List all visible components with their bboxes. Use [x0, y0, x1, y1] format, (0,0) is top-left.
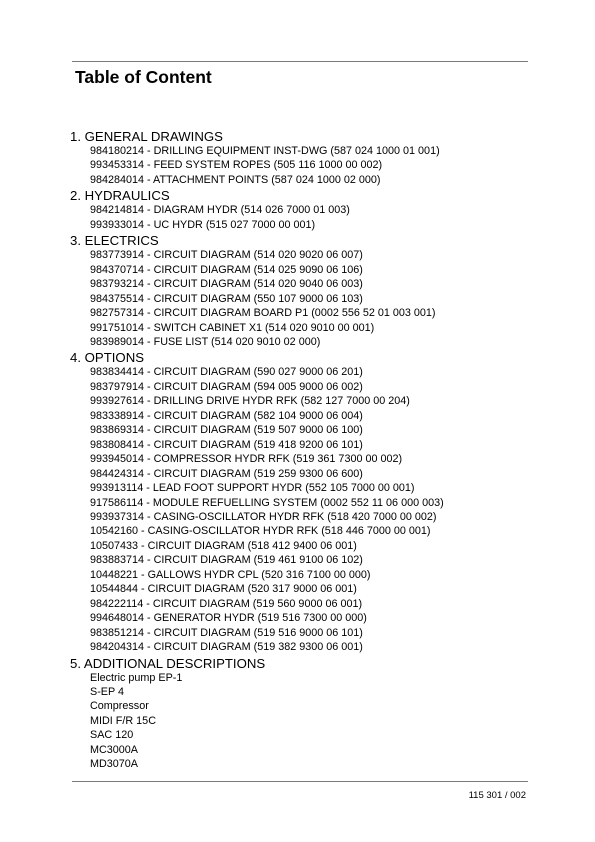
- toc-section-title: 2. HYDRAULICS: [70, 188, 170, 204]
- toc-section-title: 5. ADDITIONAL DESCRIPTIONS: [70, 655, 266, 671]
- toc-item: 983989014 - FUSE LIST (514 020 9010 02 000): [90, 335, 321, 348]
- toc-item: MD3070A: [90, 758, 139, 771]
- toc-item: 993945014 - COMPRESSOR HYDR RFK (519 361 7300 00 002): [90, 453, 403, 466]
- page-title: Table of Content: [75, 67, 212, 87]
- toc-item: 983793214 - CIRCUIT DIAGRAM (514 020 9040 06 003): [90, 278, 363, 291]
- toc-item: 984222114 - CIRCUIT DIAGRAM (519 560 9000 06 001): [90, 597, 363, 610]
- toc-item: 983834414 - CIRCUIT DIAGRAM (590 027 9000 06 201): [90, 366, 363, 379]
- toc-item: S-EP 4: [90, 685, 125, 698]
- toc-section-title: 3. ELECTRICS: [70, 233, 159, 249]
- toc-item: 10542160 - CASING-OSCILLATOR HYDR RFK (518 446 7000 00 001): [90, 525, 431, 538]
- toc-item: 983883714 - CIRCUIT DIAGRAM (519 461 9100 06 102): [90, 554, 363, 567]
- toc-section: [70, 656, 540, 772]
- toc-item: SAC 120: [90, 729, 134, 742]
- toc-item: 984214814 - DIAGRAM HYDR (514 026 7000 01 003): [90, 204, 350, 217]
- toc-item-list: [90, 203, 540, 232]
- table-of-contents: [70, 129, 540, 773]
- toc-item: 993913114 - LEAD FOOT SUPPORT HYDR (552 105 7000 00 001): [90, 482, 415, 495]
- toc-item-list: [90, 144, 540, 187]
- toc-item: 10507433 - CIRCUIT DIAGRAM (518 412 9400 06 001): [90, 539, 357, 552]
- toc-section-title: 4. OPTIONS: [70, 350, 145, 366]
- toc-item: 993937314 - CASING-OSCILLATOR HYDR RFK (518 420 7000 00 002): [90, 510, 437, 523]
- toc-item: 984370714 - CIRCUIT DIAGRAM (514 025 9090 06 106): [90, 263, 363, 276]
- toc-item: MIDI F/R 15C: [90, 714, 156, 727]
- document-code: 115 301 / 002: [468, 790, 526, 801]
- toc-item: 982757314 - CIRCUIT DIAGRAM BOARD P1 (0002 556 52 01 003 001): [90, 307, 436, 320]
- toc-item: 984204314 - CIRCUIT DIAGRAM (519 382 9300 06 001): [90, 641, 363, 654]
- toc-item: 993453314 - FEED SYSTEM ROPES (505 116 1000 00 002): [90, 159, 383, 172]
- toc-item: 993927614 - DRILLING DRIVE HYDR RFK (582 127 7000 00 204): [90, 395, 410, 408]
- footer-rule: [72, 781, 528, 782]
- header-rule: [72, 61, 528, 62]
- toc-section: [70, 350, 540, 654]
- toc-item: 983851214 - CIRCUIT DIAGRAM (519 516 9000 06 101): [90, 626, 363, 639]
- toc-item: 984284014 - ATTACHMENT POINTS (587 024 1000 02 000): [90, 173, 381, 186]
- toc-item: 983808414 - CIRCUIT DIAGRAM (519 418 9200 06 101): [90, 438, 363, 451]
- toc-section-title: 1. GENERAL DRAWINGS: [70, 129, 223, 144]
- toc-section: [70, 233, 540, 349]
- toc-item: 983773914 - CIRCUIT DIAGRAM (514 020 9020 06 007): [90, 249, 363, 262]
- toc-item: 983797914 - CIRCUIT DIAGRAM (594 005 9000 06 002): [90, 380, 363, 393]
- toc-section: [70, 129, 540, 187]
- toc-section: [70, 188, 540, 232]
- toc-item: 917586114 - MODULE REFUELLING SYSTEM (0002 552 11 06 000 003): [90, 496, 444, 509]
- toc-item: 10544844 - CIRCUIT DIAGRAM (520 317 9000 06 001): [90, 583, 357, 596]
- toc-item: MC3000A: [90, 743, 139, 756]
- toc-item: 984424314 - CIRCUIT DIAGRAM (519 259 9300 06 600): [90, 467, 363, 480]
- toc-item: 993933014 - UC HYDR (515 027 7000 00 001): [90, 218, 316, 231]
- toc-item: Compressor: [90, 700, 149, 713]
- toc-item: 991751014 - SWITCH CABINET X1 (514 020 9010 00 001): [90, 321, 375, 334]
- toc-item-list: [90, 365, 540, 654]
- toc-item: 994648014 - GENERATOR HYDR (519 516 7300 00 000): [90, 612, 367, 625]
- toc-item-list: [90, 671, 540, 772]
- toc-item: 984375514 - CIRCUIT DIAGRAM (550 107 9000 06 103): [90, 292, 363, 305]
- toc-item: 10448221 - GALLOWS HYDR CPL (520 316 7100 00 000): [90, 568, 371, 581]
- toc-item: 983869314 - CIRCUIT DIAGRAM (519 507 9000 06 100): [90, 424, 363, 437]
- toc-item: 983338914 - CIRCUIT DIAGRAM (582 104 9000 06 004): [90, 409, 363, 422]
- toc-item-list: [90, 248, 540, 349]
- toc-item: Electric pump EP-1: [90, 671, 183, 684]
- toc-item: 984180214 - DRILLING EQUIPMENT INST-DWG (587 024 1000 01 001): [90, 145, 440, 157]
